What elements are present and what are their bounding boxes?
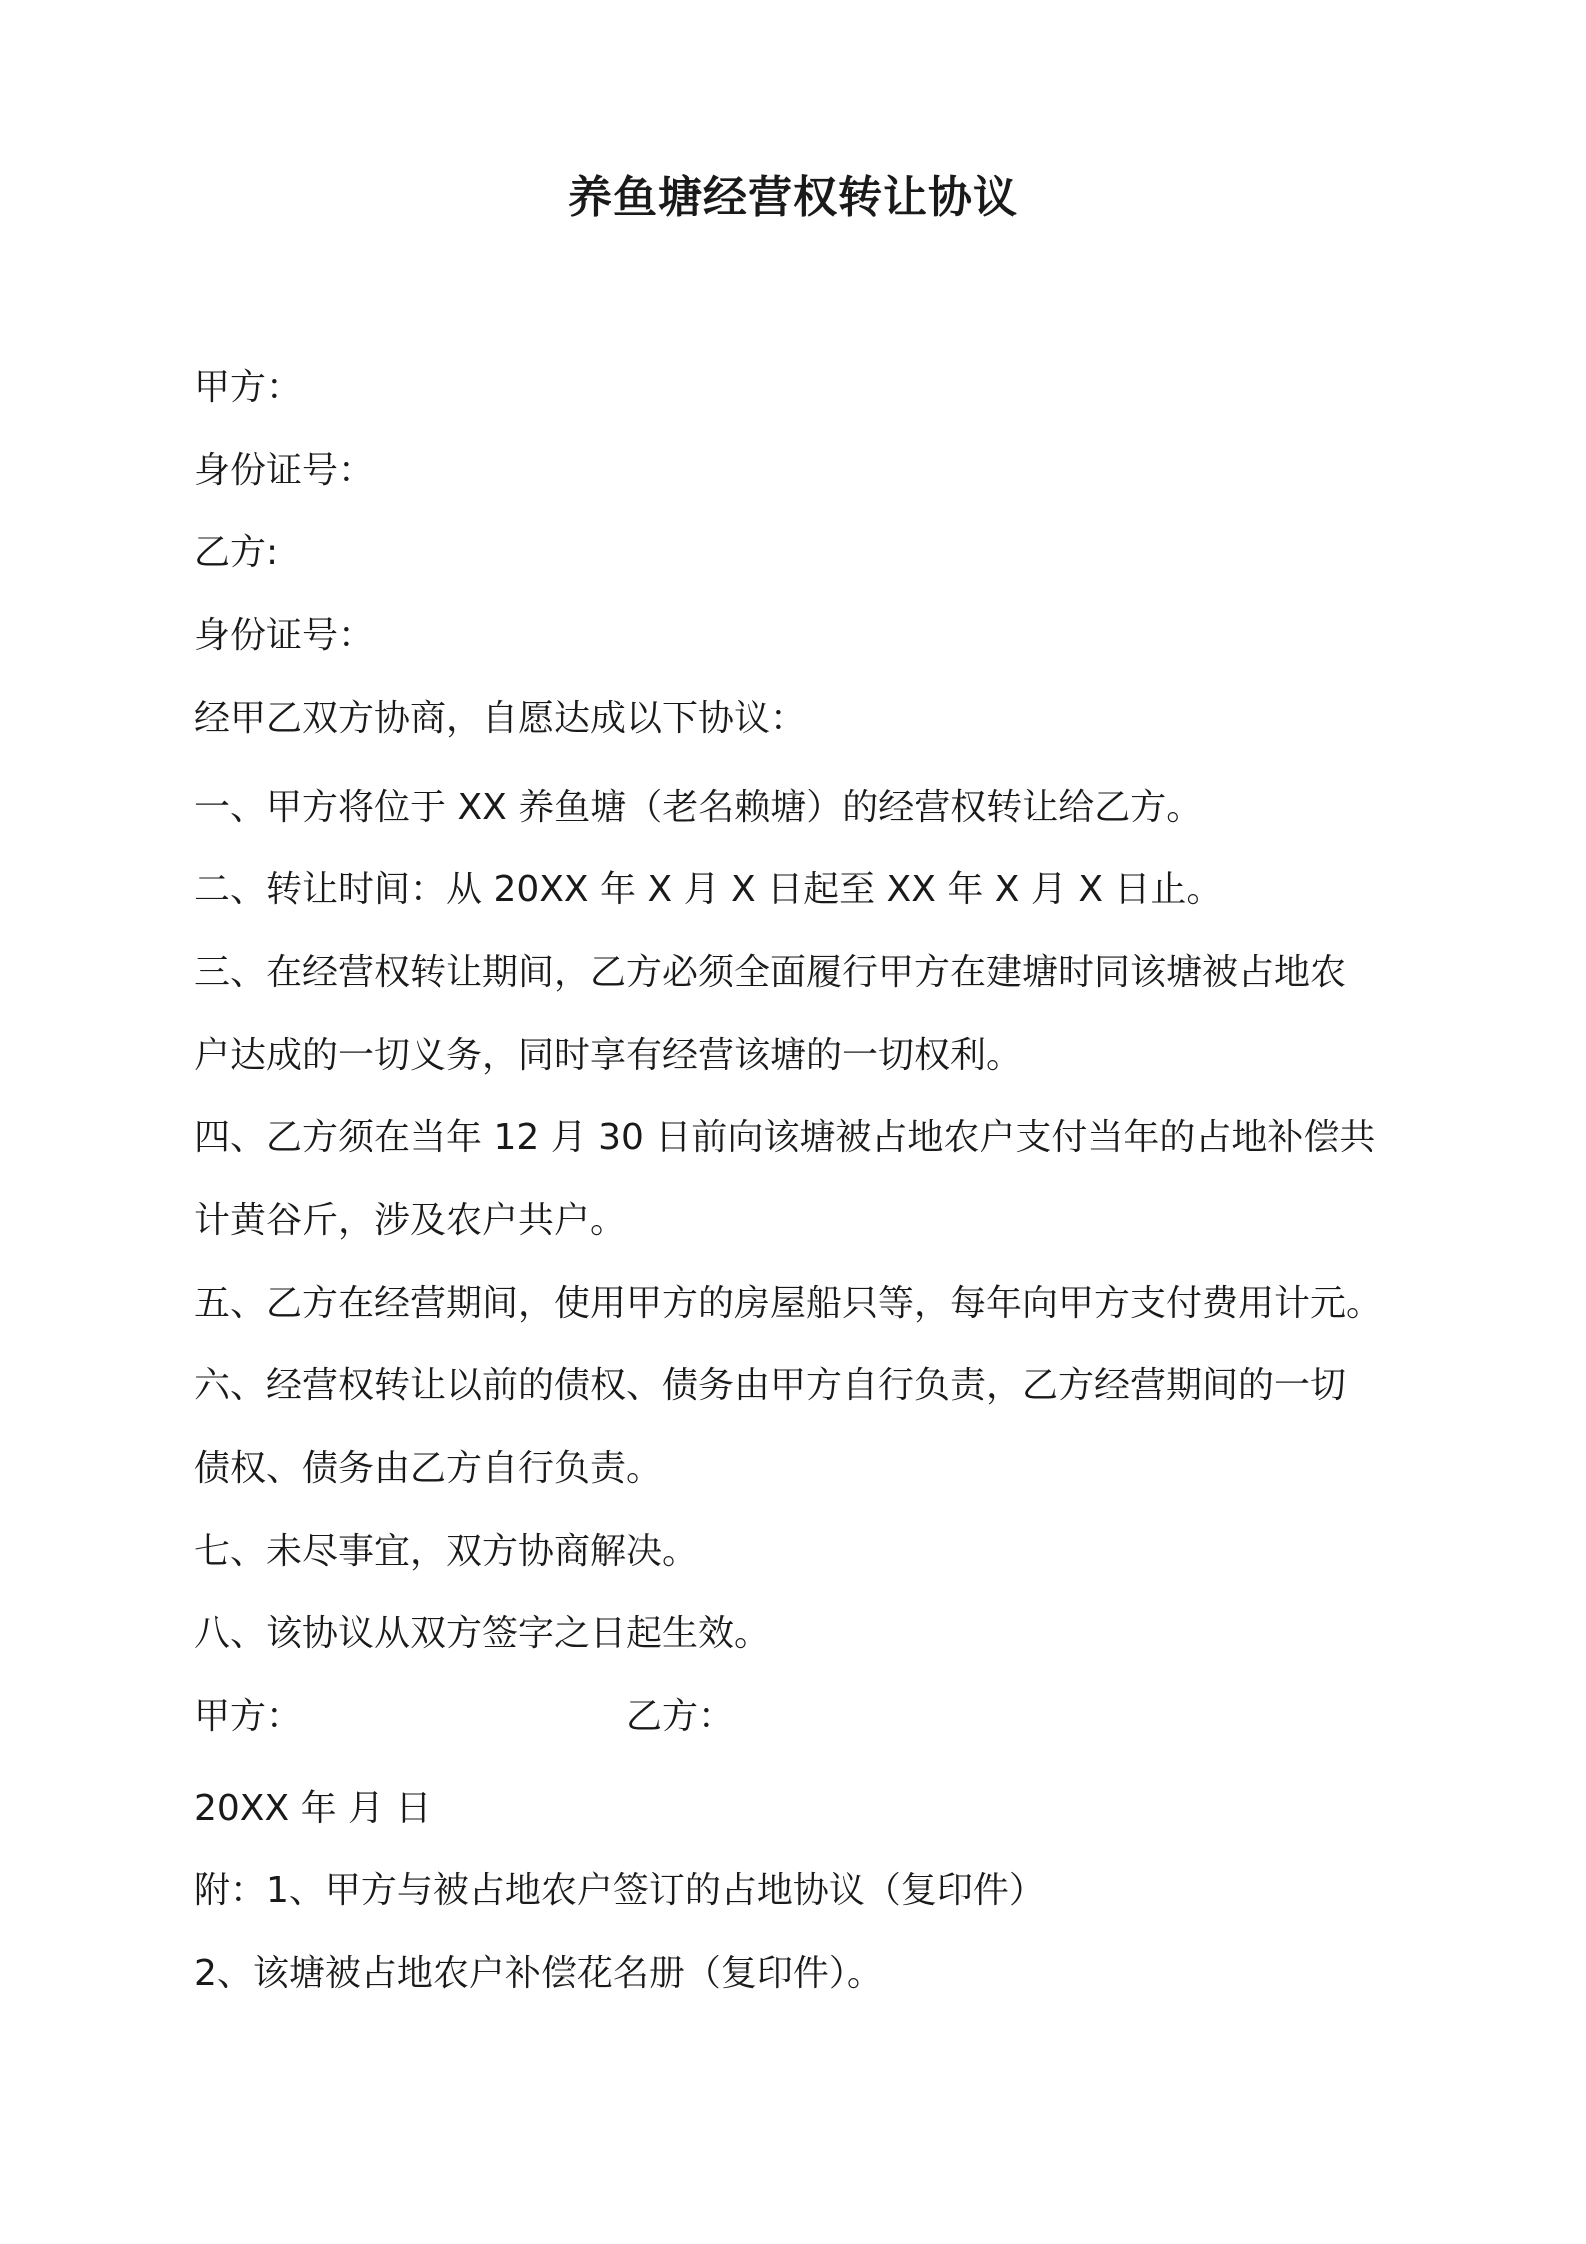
clause-4-line-2: 计黄谷斤，涉及农户共户。	[194, 1200, 627, 1241]
party-a-label: 甲方：	[194, 367, 303, 408]
signature-date: 20XX 年 月 日	[194, 1788, 432, 1829]
preamble: 经甲乙双方协商，自愿达成以下协议：	[194, 698, 807, 739]
clause-6-line-1: 六、经营权转让以前的债权、债务由甲方自行负责，乙方经营期间的一切	[194, 1365, 1347, 1406]
party-b-label: 乙方:	[194, 532, 279, 573]
attachment-2: 2、该塘被占地农户补偿花名册（复印件）。	[194, 1953, 883, 1994]
party-a-id-label: 身份证号：	[194, 450, 375, 491]
clause-4-line-1: 四、乙方须在当年 12 月 30 日前向该塘被占地农户支付当年的占地补偿共	[194, 1117, 1376, 1158]
party-b-id-label: 身份证号：	[194, 615, 375, 656]
clause-1: 一、甲方将位于 XX 养鱼塘（老名赖塘）的经营权转让给乙方。	[194, 787, 1203, 828]
signature-party-a: 甲方：	[194, 1696, 303, 1737]
document-title: 养鱼塘经营权转让协议	[568, 172, 1018, 223]
clause-5: 五、乙方在经营期间，使用甲方的房屋船只等，每年向甲方支付费用计元。	[194, 1283, 1383, 1324]
clause-6-line-2: 债权、债务由乙方自行负责。	[194, 1448, 663, 1489]
clause-8: 八、该协议从双方签字之日起生效。	[194, 1613, 771, 1654]
clause-3-line-1: 三、在经营权转让期间，乙方必须全面履行甲方在建塘时同该塘被占地农	[194, 952, 1347, 993]
clause-3-line-2: 户达成的一切义务，同时享有经营该塘的一切权利。	[194, 1035, 1023, 1076]
clause-2: 二、转让时间：从 20XX 年 X 月 X 日起至 XX 年 X 月 X 日止。	[194, 869, 1223, 910]
signature-party-b: 乙方：	[626, 1696, 735, 1737]
attachment-1: 附：1、甲方与被占地农户签订的占地协议（复印件）	[194, 1870, 1045, 1911]
clause-7: 七、未尽事宜，双方协商解决。	[194, 1531, 699, 1572]
